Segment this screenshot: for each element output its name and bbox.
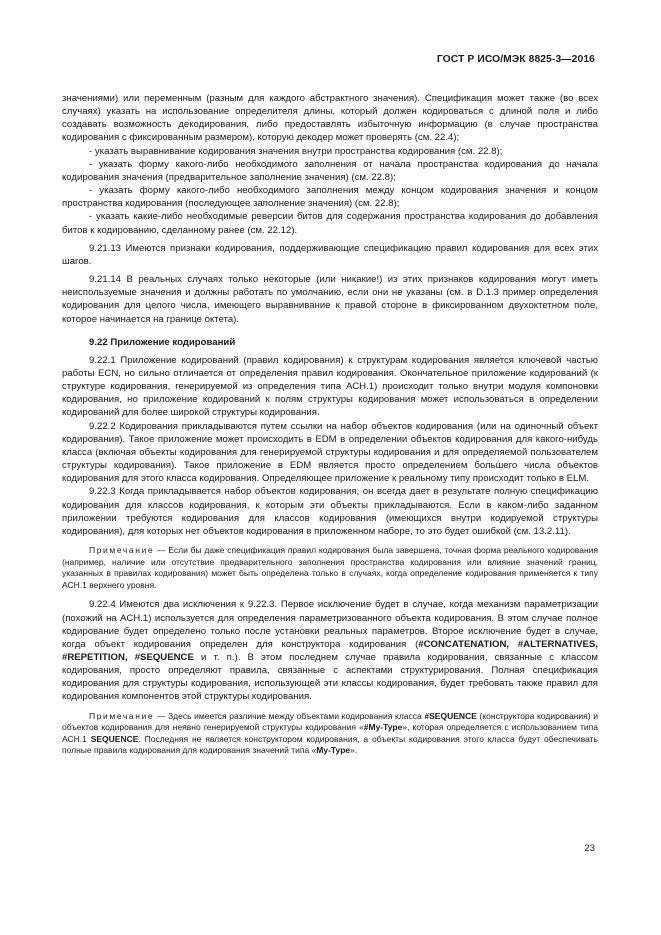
text-run: 9.22.4 Имеются два исключения к 9.22.3. Первое исключение будет в случае, когда механизм параметризации (похожий на АСН.1) используется для определения параметризованного объекта кодирования. В этом случае полное кодирование будет определено только после установки реальных параметров. Второе исключение будет в случае, когда объект кодирования определен для конструктора кодирования ( — [62, 599, 598, 650]
paragraph-9-22-2: 9.22.2 Кодирования прикладываются путем ссылки на набор объектов кодирования (или на одиночный объект кодирования). Такое приложение может происходить в EDM в определении объектов кодирования для какого-нибудь класса (включая объекты кодирования для генерируемой структуры кодирования и для определяемой пользователем структуры кодирования). Такое приложение в EDM является просто определением большего числа объектов кодирования для этого класса кодирования. Определяющее приложение к реальному типу происходит только в ELM. — [62, 420, 598, 485]
note-2 — [62, 711, 598, 757]
document-header: ГОСТ Р ИСО/МЭК 8825-3—2016 — [436, 54, 595, 65]
list-item: - указать форму какого-либо необходимого заполнения между концом кодирования значения и концом пространства кодирования (последующее заполнение значения) (см. 22.8); — [62, 185, 598, 210]
text-run: и т. п.). В этом последнем случае правила кодирования, связанные с классом кодирования, просто определяют правила, связанные с аспектами структурирования. Полная спецификация кодирования для структуры кодирования, использующей эти классы кодирования, будет требовать также правил для кодирования компонентов этой структуры кодирования. — [62, 652, 598, 703]
text-run: . Последняя не является конструктором кодирования, а объекты кодирования этого класса будут обеспечивать полные правила кодирования для кодирования значений типа « — [62, 733, 598, 756]
text-run: », которая определяется с использованием типа АСН.1 — [62, 722, 598, 744]
paragraph-9-22-4 — [62, 598, 598, 703]
text-run: — Здесь имеется различие между объектами кодирования класса — [154, 710, 425, 721]
code-term: My-Type — [316, 745, 351, 756]
paragraph-9-22-1: 9.22.1 Приложение кодирований (правил кодирования) к структурам кодирования является ключевой частью работы ECN, но сильно отличается от определения правил кодирования. Окончательное приложение кодирований (к структуре кодирования, генерируемой из определения типа АСН.1) происходит только внутри модуля компоновки кодирования, но приложение кодирований к полям структуры кодирования может использоваться в определении кодирований для более широкой структуры кодирования. — [62, 354, 598, 419]
paragraph-continuation: значениями) или переменным (разным для каждого абстрактного значения). Спецификация может также (во всех случаях) указать на использование определителя длины, который должен кодироваться с длиной поля и либо создавать возможность декодирования, либо предоставлять избыточную информацию (в случае пространства кодирования с фиксированным размером), которую декодер может проверять (см. 22.4); — [62, 93, 598, 144]
list-item: - указать выравнивание кодирования значения внутри пространства кодирования (см. 22.8); — [89, 145, 503, 157]
section-heading-9-22: 9.22 Приложение кодирований — [89, 336, 236, 348]
note-text: — Если бы даже спецификация правил кодирования была завершена, точная форма реального кодирования (например, наличие или отсутствие предварительного заполнения пространства кодирования или влияние значений границ, указанных в правилах кодирования) может быть определена только в случаях, когда определение кодирования применяется к типу АСН.1 верхнего уровня. — [62, 545, 598, 590]
list-item: - указать форму какого-либо необходимого заполнения от начала пространства кодирования до начала кодирования значения (предварительное заполнение значения) (см. 22.8); — [62, 158, 598, 183]
paragraph-9-22-3: 9.22.3 Когда прикладывается набор объектов кодирования, он всегда дает в результате полную спецификацию кодирования для классов кодирования, к которым эти объекты прикладываются. Если в каком-либо заданном приложении требуются кодирования для классов кодирования (имеющихся внутри кодируемой структуры кодирования), для которых нет объектов кодирования в приложенном наборе, то это будет ошибкой (см. 13.2.11). — [62, 486, 598, 537]
code-term: #SEQUENCE — [424, 710, 477, 721]
text-run: (конструктора кодирования) и объектов кодирования для неявно генерируемой структуры кодирования « — [62, 710, 598, 733]
code-term: SEQUENCE — [90, 733, 139, 744]
note-1 — [62, 545, 598, 591]
note-label: Примечание — [89, 710, 155, 721]
page-body — [62, 92, 598, 764]
code-term: #My-Type — [363, 722, 403, 733]
paragraph-9-21-13: 9.21.13 Имеются признаки кодирования, поддерживающие спецификацию правил кодирования для всех этих шагов. — [62, 242, 598, 267]
page-number: 23 — [584, 843, 595, 854]
note-label: Примечание — [89, 545, 155, 555]
text-run: ». — [350, 745, 358, 756]
paragraph-9-21-14: 9.21.14 В реальных случаях только некоторые (или никакие!) из этих признаков кодирования могут иметь неиспользуемые значения и должны работать по умолчанию, если они не указаны (см. в D.1.3 пример определения кодирования для целого числа, имеющего выравнивание к правой стороне в фиксированном двухоктетном поле, которое начинается на границе октета). — [62, 274, 598, 325]
list-item: - указать какие-либо необходимые реверсии битов для содержания пространства кодирования до добавления битов к кодированию, сделанному ранее (см. 22.12). — [62, 211, 598, 236]
constructor-list: #CONCATENATION, #ALTERNATIVES, #REPETITION, #SEQUENCE — [62, 638, 598, 663]
